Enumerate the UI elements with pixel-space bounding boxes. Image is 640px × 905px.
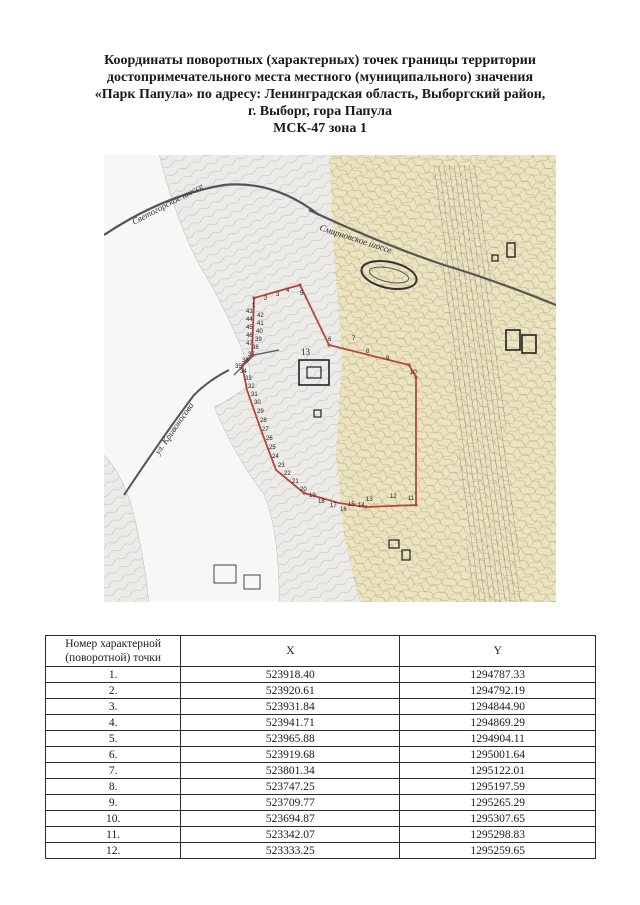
y-value: 1294904.11 <box>400 731 596 747</box>
x-value: 523941.71 <box>181 715 400 731</box>
title-line-1: Координаты поворотных (характерных) точек границы территории <box>104 53 536 68</box>
point-number: 10. <box>46 811 181 827</box>
point-number: 6. <box>46 747 181 763</box>
y-value: 1295265.29 <box>400 795 596 811</box>
y-value: 1294792.19 <box>400 683 596 699</box>
point-label: 27 <box>262 427 269 433</box>
x-value: 523342.07 <box>181 827 400 843</box>
point-label: 6 <box>328 337 332 343</box>
point-number: 1. <box>46 667 181 683</box>
table-header-row <box>46 636 596 667</box>
x-value: 523918.40 <box>181 667 400 683</box>
header-point-number: Номер характерной (поворотной) точки <box>46 636 181 667</box>
title-line-5: МСК-47 зона 1 <box>273 121 367 136</box>
point-label: 11 <box>408 496 415 502</box>
point-label: 3 <box>276 292 280 298</box>
table-row <box>46 715 596 731</box>
x-value: 523965.88 <box>181 731 400 747</box>
y-value: 1295259.65 <box>400 843 596 859</box>
table-row <box>46 827 596 843</box>
point-label: 31 <box>251 392 258 398</box>
road-label-krivonosova: ул. Кривоносова <box>152 400 196 457</box>
point-number: 3. <box>46 699 181 715</box>
x-value: 523931.84 <box>181 699 400 715</box>
point-number: 11. <box>46 827 181 843</box>
point-number: 9. <box>46 795 181 811</box>
x-value: 523801.34 <box>181 763 400 779</box>
point-label: 25 <box>269 445 276 451</box>
point-label: 17 <box>330 503 337 509</box>
point-label: 2 <box>264 296 268 302</box>
point-number: 12. <box>46 843 181 859</box>
point-label: 32 <box>248 384 255 390</box>
point-label: 24 <box>272 454 279 460</box>
point-label: 36 <box>242 358 249 364</box>
x-value: 523694.87 <box>181 811 400 827</box>
road-label-smirnovskoe: Смирновское шоссе <box>318 222 394 256</box>
map-canvas <box>104 155 556 602</box>
point-label: 14 <box>358 503 365 509</box>
point-label: 7 <box>352 336 356 342</box>
point-label: 21 <box>292 479 299 485</box>
y-value: 1294844.90 <box>400 699 596 715</box>
y-value: 1295122.01 <box>400 763 596 779</box>
table-row <box>46 699 596 715</box>
point-label: 19 <box>309 493 316 499</box>
point-label: 5 <box>300 291 304 297</box>
point-number: 4. <box>46 715 181 731</box>
point-label: 13 <box>366 497 373 503</box>
title-line-3: «Парк Папула» по адресу: Ленинградская область, Выборгский район, <box>94 87 546 102</box>
point-label: 47 <box>246 341 253 347</box>
header-y: Y <box>400 636 596 667</box>
title-line-2: достопримечательного места местного (муниципального) значения <box>106 70 534 85</box>
point-label: 28 <box>260 418 267 424</box>
point-label: 34 <box>240 369 247 375</box>
x-value: 523919.68 <box>181 747 400 763</box>
y-value: 1294787.33 <box>400 667 596 683</box>
table-row <box>46 811 596 827</box>
point-label: 39 <box>255 337 262 343</box>
table-row <box>46 683 596 699</box>
table-row <box>46 731 596 747</box>
title-line-4: г. Выборг, гора Папула <box>248 104 392 119</box>
header-x: X <box>181 636 400 667</box>
table-row <box>46 779 596 795</box>
point-label: 40 <box>256 329 263 335</box>
x-value: 523920.61 <box>181 683 400 699</box>
y-value: 1294869.29 <box>400 715 596 731</box>
point-label: 29 <box>257 409 264 415</box>
x-value: 523709.77 <box>181 795 400 811</box>
point-label: 41 <box>257 321 264 327</box>
point-label: 38 <box>252 345 259 351</box>
point-label: 20 <box>300 487 307 493</box>
point-label: 23 <box>278 463 285 469</box>
point-label: 45 <box>246 325 253 331</box>
point-number: 5. <box>46 731 181 747</box>
point-label: 46 <box>246 333 253 339</box>
table-row <box>46 747 596 763</box>
y-value: 1295298.83 <box>400 827 596 843</box>
point-label: 30 <box>254 400 261 406</box>
point-label: 12 <box>390 494 397 500</box>
point-label: 16 <box>340 507 347 513</box>
point-number: 2. <box>46 683 181 699</box>
table-row <box>46 843 596 859</box>
x-value: 523747.25 <box>181 779 400 795</box>
table-row <box>46 763 596 779</box>
point-number: 8. <box>46 779 181 795</box>
road-label-svetogorskoe: Светогорское шоссе <box>130 180 205 227</box>
point-label: 15 <box>348 502 355 508</box>
table-row <box>46 667 596 683</box>
point-number: 7. <box>46 763 181 779</box>
document-title <box>60 52 580 137</box>
point-label: 8 <box>366 349 370 355</box>
parcel-label: 13 <box>301 347 310 357</box>
point-label: 10 <box>410 370 417 376</box>
point-label: 42 <box>257 313 264 319</box>
point-label: 44 <box>246 317 253 323</box>
point-label: 35 <box>235 364 242 370</box>
point-label: 18 <box>318 499 325 505</box>
point-label: 22 <box>284 471 291 477</box>
point-label: 26 <box>266 436 273 442</box>
point-label: 33 <box>245 376 252 382</box>
y-value: 1295197.59 <box>400 779 596 795</box>
point-label: 9 <box>386 356 390 362</box>
point-label: 43 <box>246 309 253 315</box>
point-label: 37 <box>248 352 255 358</box>
point-label: 4 <box>286 288 290 294</box>
y-value: 1295001.64 <box>400 747 596 763</box>
coordinates-table <box>45 635 596 859</box>
table-row <box>46 795 596 811</box>
y-value: 1295307.65 <box>400 811 596 827</box>
point-label: 1 <box>252 303 256 309</box>
x-value: 523333.25 <box>181 843 400 859</box>
boundary-map <box>104 155 556 602</box>
